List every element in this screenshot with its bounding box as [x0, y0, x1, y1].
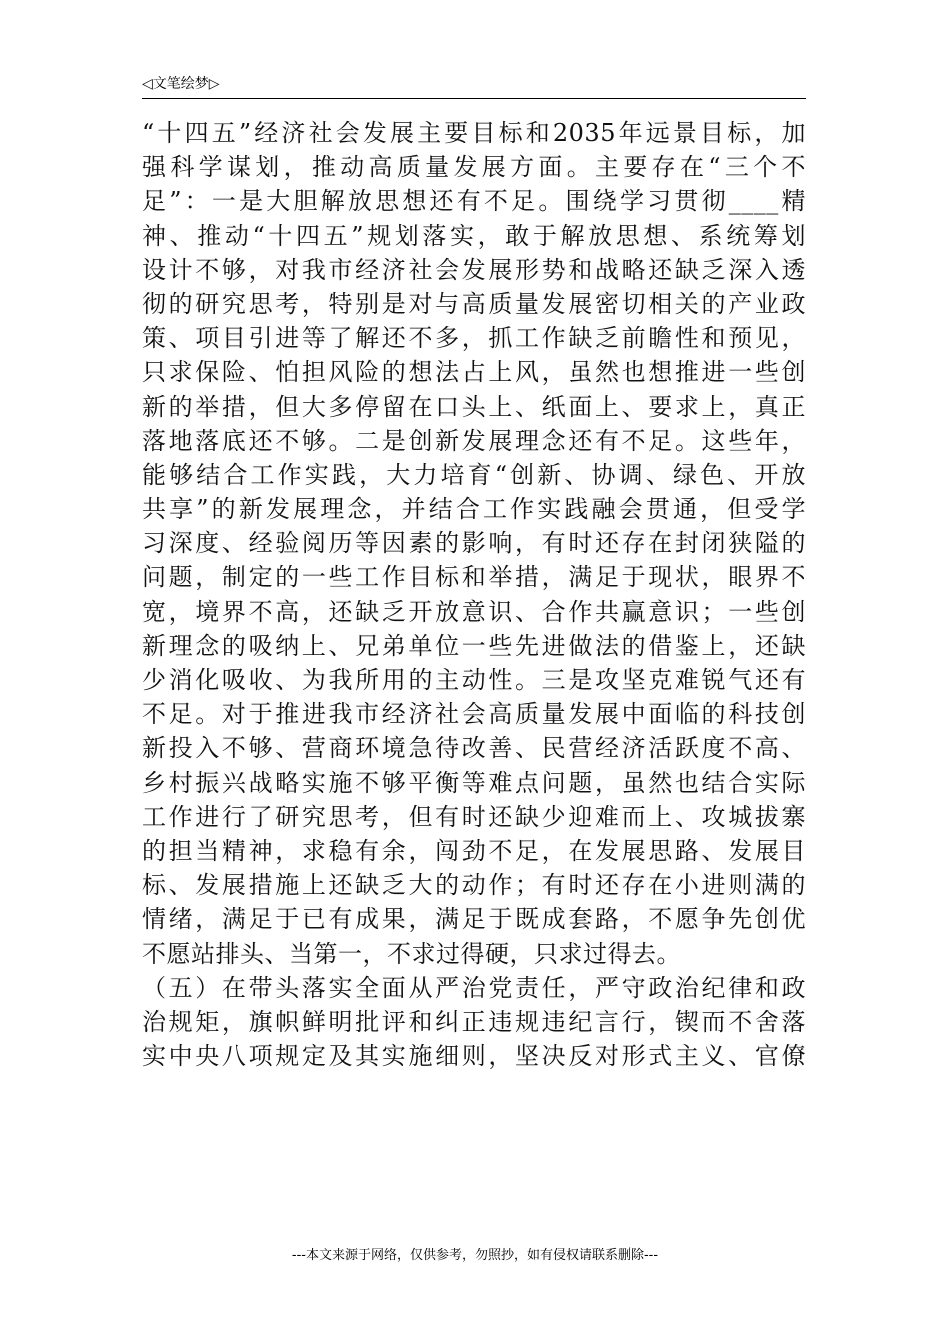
text-line: 策、项目引进等了解还不多，抓工作缺乏前瞻性和预见，	[142, 324, 806, 353]
document-body	[142, 116, 806, 1073]
text-line: 不足。对于推进我市经济社会高质量发展中面临的科技创	[142, 700, 806, 729]
header-brand: ◁文笔绘梦▷	[142, 76, 220, 92]
text-line: 宽，境界不高，还缺乏开放意识、合作共赢意识；一些创	[142, 597, 806, 626]
text-line: 情绪，满足于已有成果，满足于既成套路，不愿争先创优	[142, 905, 806, 934]
text-line: 共享”的新发展理念，并结合工作实践融会贯通，但受学	[142, 495, 806, 524]
text-line: 神、推动“十四五”规划落实，敢于解放思想、系统筹划	[142, 221, 806, 250]
text-line: （五）在带头落实全面从严治党责任，严守政治纪律和政	[142, 973, 806, 1002]
text-line: 新的举措，但大多停留在口头上、纸面上、要求上，真正	[142, 392, 806, 421]
page-header	[142, 74, 806, 99]
text-line: 习深度、经验阅历等因素的影响，有时还存在封闭狭隘的	[142, 529, 806, 558]
text-line: 新投入不够、营商环境急待改善、民营经济活跃度不高、	[142, 734, 806, 763]
text-line: 工作进行了研究思考，但有时还缺少迎难而上、攻城拔寨	[142, 802, 806, 831]
text-line: “十四五”经济社会发展主要目标和2035年远景目标，加	[142, 119, 806, 147]
text-line: 不愿站排头、当第一，不求过得硬，只求过得去。	[142, 939, 681, 968]
text-line: 标、发展措施上还缺乏大的动作；有时还存在小进则满的	[142, 871, 806, 900]
text-line: 能够结合工作实践，大力培育“创新、协调、绿色、开放	[142, 460, 806, 489]
text-line: 强科学谋划，推动高质量发展方面。主要存在“三个不	[142, 153, 806, 182]
text-line: 足”：一是大胆解放思想还有不足。围绕学习贯彻____精	[142, 187, 806, 216]
text-line: 实中央八项规定及其实施细则，坚决反对形式主义、官僚	[142, 1042, 806, 1071]
text-line: 少消化吸收、为我所用的主动性。三是攻坚克难锐气还有	[142, 666, 806, 694]
text-line: 新理念的吸纳上、兄弟单位一些先进做法的借鉴上，还缺	[142, 631, 806, 660]
text-line: 只求保险、怕担风险的想法占上风，虽然也想推进一些创	[142, 358, 806, 387]
text-line: 问题，制定的一些工作目标和举措，满足于现状，眼界不	[142, 563, 806, 592]
text-line: 乡村振兴战略实施不够平衡等难点问题，虽然也结合实际	[142, 768, 806, 797]
page-footer-notice: ---本文来源于网络，仅供参考，勿照抄，如有侵权请联系删除---	[291, 1248, 659, 1263]
text-line: 设计不够，对我市经济社会发展形势和战略还缺乏深入透	[142, 255, 806, 284]
text-line: 落地落底还不够。二是创新发展理念还有不足。这些年，	[142, 426, 806, 455]
text-line: 彻的研究思考，特别是对与高质量发展密切相关的产业政	[142, 289, 806, 318]
text-line: 的担当精神，求稳有余，闯劲不足，在发展思路、发展目	[142, 836, 806, 865]
text-line: 治规矩，旗帜鲜明批评和纠正违规违纪言行，锲而不舍落	[142, 1007, 806, 1036]
